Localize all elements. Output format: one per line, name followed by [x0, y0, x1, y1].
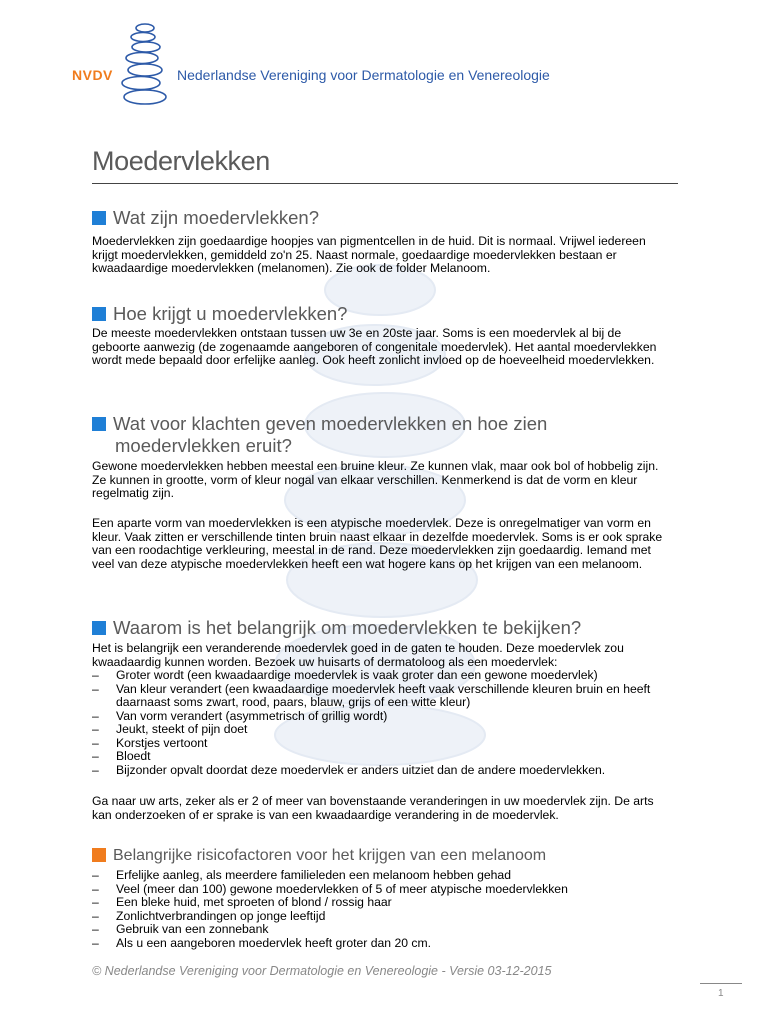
list-item: – Zonlichtverbrandingen op jonge leeftijd — [92, 908, 326, 923]
orange-square-icon — [92, 848, 106, 862]
blue-square-icon — [92, 211, 106, 225]
logo-abbreviation: NVDV — [72, 67, 113, 83]
list-item: – Van vorm verandert (asymmetrisch of grillig wordt) — [92, 708, 388, 723]
warning-signs-list — [92, 669, 670, 777]
footer-copyright: © Nederlandse Vereniging voor Dermatologie en Venereologie - Versie 03-12-2015 — [92, 964, 552, 978]
blue-square-icon — [92, 621, 106, 635]
stacked-stones-logo-icon — [112, 20, 176, 110]
section-paragraph: Een aparte vorm van moedervlekken is een atypische moedervlek. Deze is onregelmatiger van vorm en kleur. Vaak zitten er verschillende tinten bruin naast elkaar in dezelfde moedervlek. Soms is er ook sprake van een roodachtige verkleuring, meestal in de rand. Deze moedervlekken zijn goedaardig. Iemand met veel van deze atypische moedervlekken heeft een wat hogere kans op het krijgen van een melanoom. — [92, 516, 663, 571]
section-outro: Ga naar uw arts, zeker als er 2 of meer van bovenstaande veranderingen in uw moedervlek zijn. De arts kan onderzoeken of er sprake is van een kwaadaardige verandering in de moedervlek. — [92, 794, 654, 822]
list-item: – Gebruik van een zonnebank — [92, 922, 269, 936]
logo-organisation-name: Nederlandse Vereniging voor Dermatologie en Venereologie — [177, 67, 550, 83]
blue-square-icon — [92, 417, 106, 431]
list-item: – Een bleke huid, met sproeten of blond / rossig haar — [92, 895, 392, 909]
list-item: – Bloedt — [92, 749, 151, 763]
list-item: – Erfelijke aanleg, als meerdere familieleden een melanoom hebben gehad — [92, 868, 511, 882]
page-number-rule — [700, 983, 742, 984]
blue-square-icon — [92, 307, 106, 321]
page-title: Moedervlekken — [92, 146, 678, 184]
list-item: – Als u een aangeboren moedervlek heeft groter dan 20 cm. — [92, 935, 432, 950]
section-heading-waarom: Waarom is het belangrijk om moedervlekken te bekijken? — [92, 617, 581, 639]
list-item: – Jeukt, steekt of pijn doet — [92, 722, 248, 736]
list-item: – Van kleur verandert (een kwaadaardige moedervlek heeft vaak verschillende kleuren bruin en heeft daarnaast soms zwart, rood, paars, blauw, grijs of een witte kleur) — [92, 681, 651, 709]
section-paragraph: Moedervlekken zijn goedaardige hoopjes van pigmentcellen in de huid. Dit is normaal. Vrijwel iedereen krijgt moedervlekken, gemiddeld zo'n 25. Naast normale, goedaardige moedervlekken bestaan er kwaadaardige moedervlekken (melanomen). Zie ook de folder Melanoom. — [92, 234, 646, 275]
list-item: – Bijzonder opvalt doordat deze moedervlek er anders uitziet dan de andere moedervlekken. — [92, 762, 606, 777]
nvdv-logo — [72, 20, 572, 110]
section-intro: Het is belangrijk een veranderende moedervlek goed in de gaten te houden. Deze moedervlek zou kwaadaardig kunnen worden. Bezoek uw huisarts of dermatoloog als een moedervlek: — [92, 641, 624, 669]
section-heading-klachten: Wat voor klachten geven moedervlekken en hoe zien moedervlekken eruit? — [92, 413, 675, 457]
section-paragraph: Gewone moedervlekken hebben meestal een bruine kleur. Ze kunnen vlak, maar ook bol of hobbelig zijn. Ze kunnen in grootte, vorm of kleur nogal van elkaar verschillen. Kenmerkend is dat de vorm en kleur regelmatig zijn. — [92, 459, 659, 500]
list-item: – Korstjes vertoont — [92, 735, 208, 750]
section-heading-risicofactoren: Belangrijke risicofactoren voor het krijgen van een melanoom — [92, 847, 546, 865]
section-heading-hoe-krijgt: Hoe krijgt u moedervlekken? — [92, 303, 347, 325]
section-heading-wat-zijn: Wat zijn moedervlekken? — [92, 207, 319, 229]
risk-factors-list — [92, 869, 670, 950]
list-item: – Groter wordt (een kwaadaardige moedervlek is vaak groter dan een gewone moedervlek) — [92, 668, 598, 682]
section-paragraph: De meeste moedervlekken ontstaan tussen uw 3e en 20ste jaar. Soms is een moedervlek al bij de geboorte aanwezig (de zogenaamde aangeboren of congenitale moedervlek). Het aantal moedervlekken wordt mede bepaald door erfelijke aanleg. Ook heeft zonlicht invloed op de hoeveelheid moedervlekken. — [92, 326, 657, 367]
list-item: – Veel (meer dan 100) gewone moedervlekken of 5 of meer atypische moedervlekken — [92, 881, 568, 896]
page-number: 1 — [718, 988, 724, 999]
